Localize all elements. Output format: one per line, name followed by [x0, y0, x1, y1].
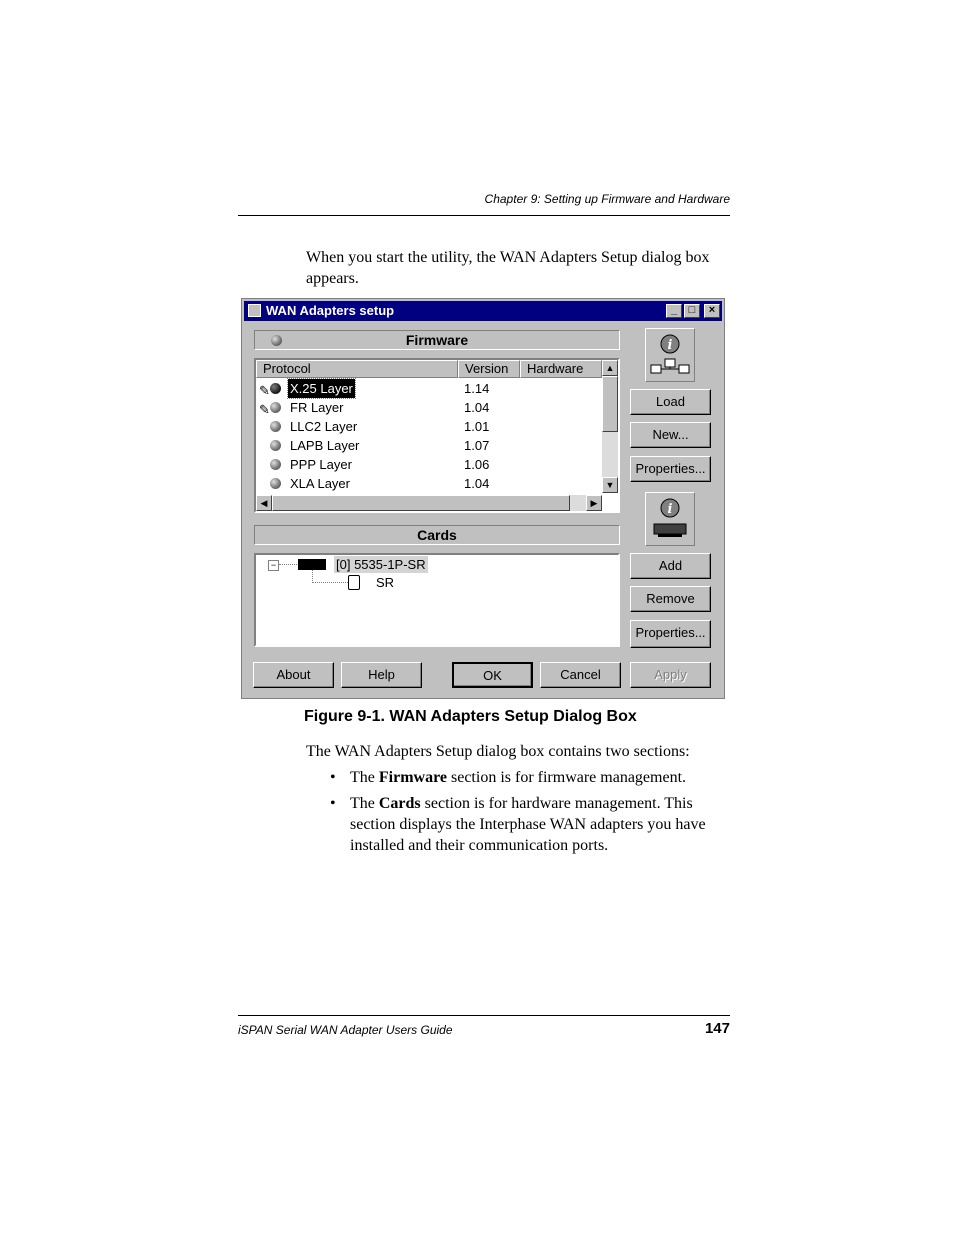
column-version[interactable]: Version: [458, 360, 520, 378]
pencil-icon: ✎: [259, 383, 270, 398]
wan-adapters-dialog: [241, 298, 725, 699]
scroll-left-icon[interactable]: ◀: [256, 495, 272, 511]
card-node[interactable]: [0] 5535-1P-SR: [336, 557, 426, 572]
firmware-list-body: [256, 360, 602, 493]
firmware-ball-icon: [270, 383, 281, 394]
firmware-row[interactable]: [256, 417, 602, 436]
new-button[interactable]: New...: [630, 422, 711, 448]
protocol-name: LAPB Layer: [290, 438, 360, 453]
protocol-version: 1.06: [464, 457, 490, 472]
collapse-icon[interactable]: −: [268, 560, 279, 571]
firmware-section-header: [254, 330, 620, 350]
minimize-button[interactable]: _: [666, 304, 682, 318]
bullet-bold: Cards: [378, 795, 421, 812]
apply-button: Apply: [630, 662, 711, 688]
scroll-up-icon[interactable]: ▲: [602, 360, 618, 376]
protocol-version: 1.01: [464, 419, 490, 434]
app-icon: [248, 304, 261, 317]
firmware-list[interactable]: [254, 358, 620, 513]
column-protocol[interactable]: Protocol: [256, 360, 458, 378]
protocol-version: 1.04: [464, 476, 490, 491]
protocol-version: 1.14: [464, 381, 490, 396]
scroll-down-icon[interactable]: ▼: [602, 477, 618, 493]
intro-paragraph: When you start the utility, the WAN Adapters Setup dialog box appears.: [306, 249, 710, 287]
firmware-row[interactable]: [256, 398, 602, 417]
bullet-item: [330, 767, 730, 788]
horizontal-scrollbar[interactable]: [256, 495, 602, 511]
bullet-bold: Firmware: [378, 769, 447, 786]
protocol-name: FR Layer: [290, 400, 344, 415]
dialog-title: WAN Adapters setup: [266, 303, 395, 318]
firmware-row[interactable]: [256, 379, 602, 398]
cards-properties-button[interactable]: Properties...: [630, 620, 711, 648]
port-node[interactable]: SR: [376, 575, 395, 590]
title-bar: [244, 301, 722, 321]
body-paragraph: The WAN Adapters Setup dialog box contains two sections:: [306, 743, 690, 760]
cards-label: Cards: [417, 527, 457, 543]
running-head: Chapter 9: Setting up Firmware and Hardware: [484, 192, 730, 206]
protocol-name: PPP Layer: [290, 457, 352, 472]
figure-caption: Figure 9-1. WAN Adapters Setup Dialog Box: [304, 708, 637, 725]
scroll-thumb[interactable]: [602, 376, 618, 432]
tree-line: [279, 564, 297, 565]
ok-button[interactable]: OK: [452, 662, 533, 688]
firmware-row[interactable]: [256, 436, 602, 455]
bullet-item: [330, 793, 730, 856]
svg-text:i: i: [667, 502, 673, 517]
cancel-button[interactable]: Cancel: [540, 662, 621, 688]
protocol-version: 1.07: [464, 438, 490, 453]
port-icon: [348, 575, 360, 590]
page-number: 147: [704, 1020, 730, 1037]
firmware-info-icon-box: [645, 328, 695, 382]
about-button[interactable]: About: [253, 662, 334, 688]
close-button[interactable]: ×: [704, 304, 720, 318]
remove-button[interactable]: Remove: [630, 586, 711, 612]
protocol-name: XLA Layer: [290, 476, 350, 491]
scroll-right-icon[interactable]: ▶: [586, 495, 602, 511]
tree-line: [312, 582, 348, 583]
bullet-post: section is for hardware management. This section displays the Interphase WAN adapters you have installed and their communication ports.: [350, 795, 706, 854]
footer-title: iSPAN Serial WAN Adapter Users Guide: [238, 1023, 453, 1037]
load-button[interactable]: Load: [630, 389, 711, 415]
firmware-row[interactable]: [256, 474, 602, 493]
firmware-ball-icon: [270, 459, 281, 470]
add-button[interactable]: Add: [630, 553, 711, 579]
bullet-pre: The: [350, 769, 379, 786]
help-button[interactable]: Help: [341, 662, 422, 688]
firmware-ball-icon: [270, 402, 281, 413]
firmware-label: Firmware: [405, 332, 469, 348]
hscroll-thumb[interactable]: [272, 495, 570, 511]
firmware-ball-icon: [270, 440, 281, 451]
bullet-dot: •: [330, 795, 336, 812]
protocol-version: 1.04: [464, 400, 490, 415]
cards-section-header: [254, 525, 620, 545]
protocol-name: LLC2 Layer: [290, 419, 358, 434]
firmware-row[interactable]: [256, 455, 602, 474]
firmware-ball-icon: [270, 478, 281, 489]
footer-rule: [238, 1015, 730, 1016]
bullet-pre: The: [350, 795, 379, 812]
vertical-scrollbar[interactable]: [602, 360, 618, 493]
cards-info-icon-box: [645, 492, 695, 546]
header-rule: [238, 215, 730, 216]
cards-tree[interactable]: [254, 553, 620, 647]
info-network-icon: [646, 329, 694, 381]
info-card-icon: [646, 493, 694, 545]
bullet-post: section is for firmware management.: [447, 769, 687, 786]
firmware-status-icon: [271, 335, 282, 346]
card-icon: [298, 559, 326, 570]
firmware-ball-icon: [270, 421, 281, 432]
maximize-button[interactable]: □: [684, 304, 700, 318]
svg-text:i: i: [667, 338, 673, 353]
column-hardware[interactable]: Hardware: [520, 360, 602, 378]
bullet-dot: •: [330, 769, 336, 786]
protocol-name: X.25 Layer: [290, 381, 353, 396]
pencil-icon: ✎: [259, 402, 270, 417]
firmware-properties-button[interactable]: Properties...: [630, 456, 711, 482]
